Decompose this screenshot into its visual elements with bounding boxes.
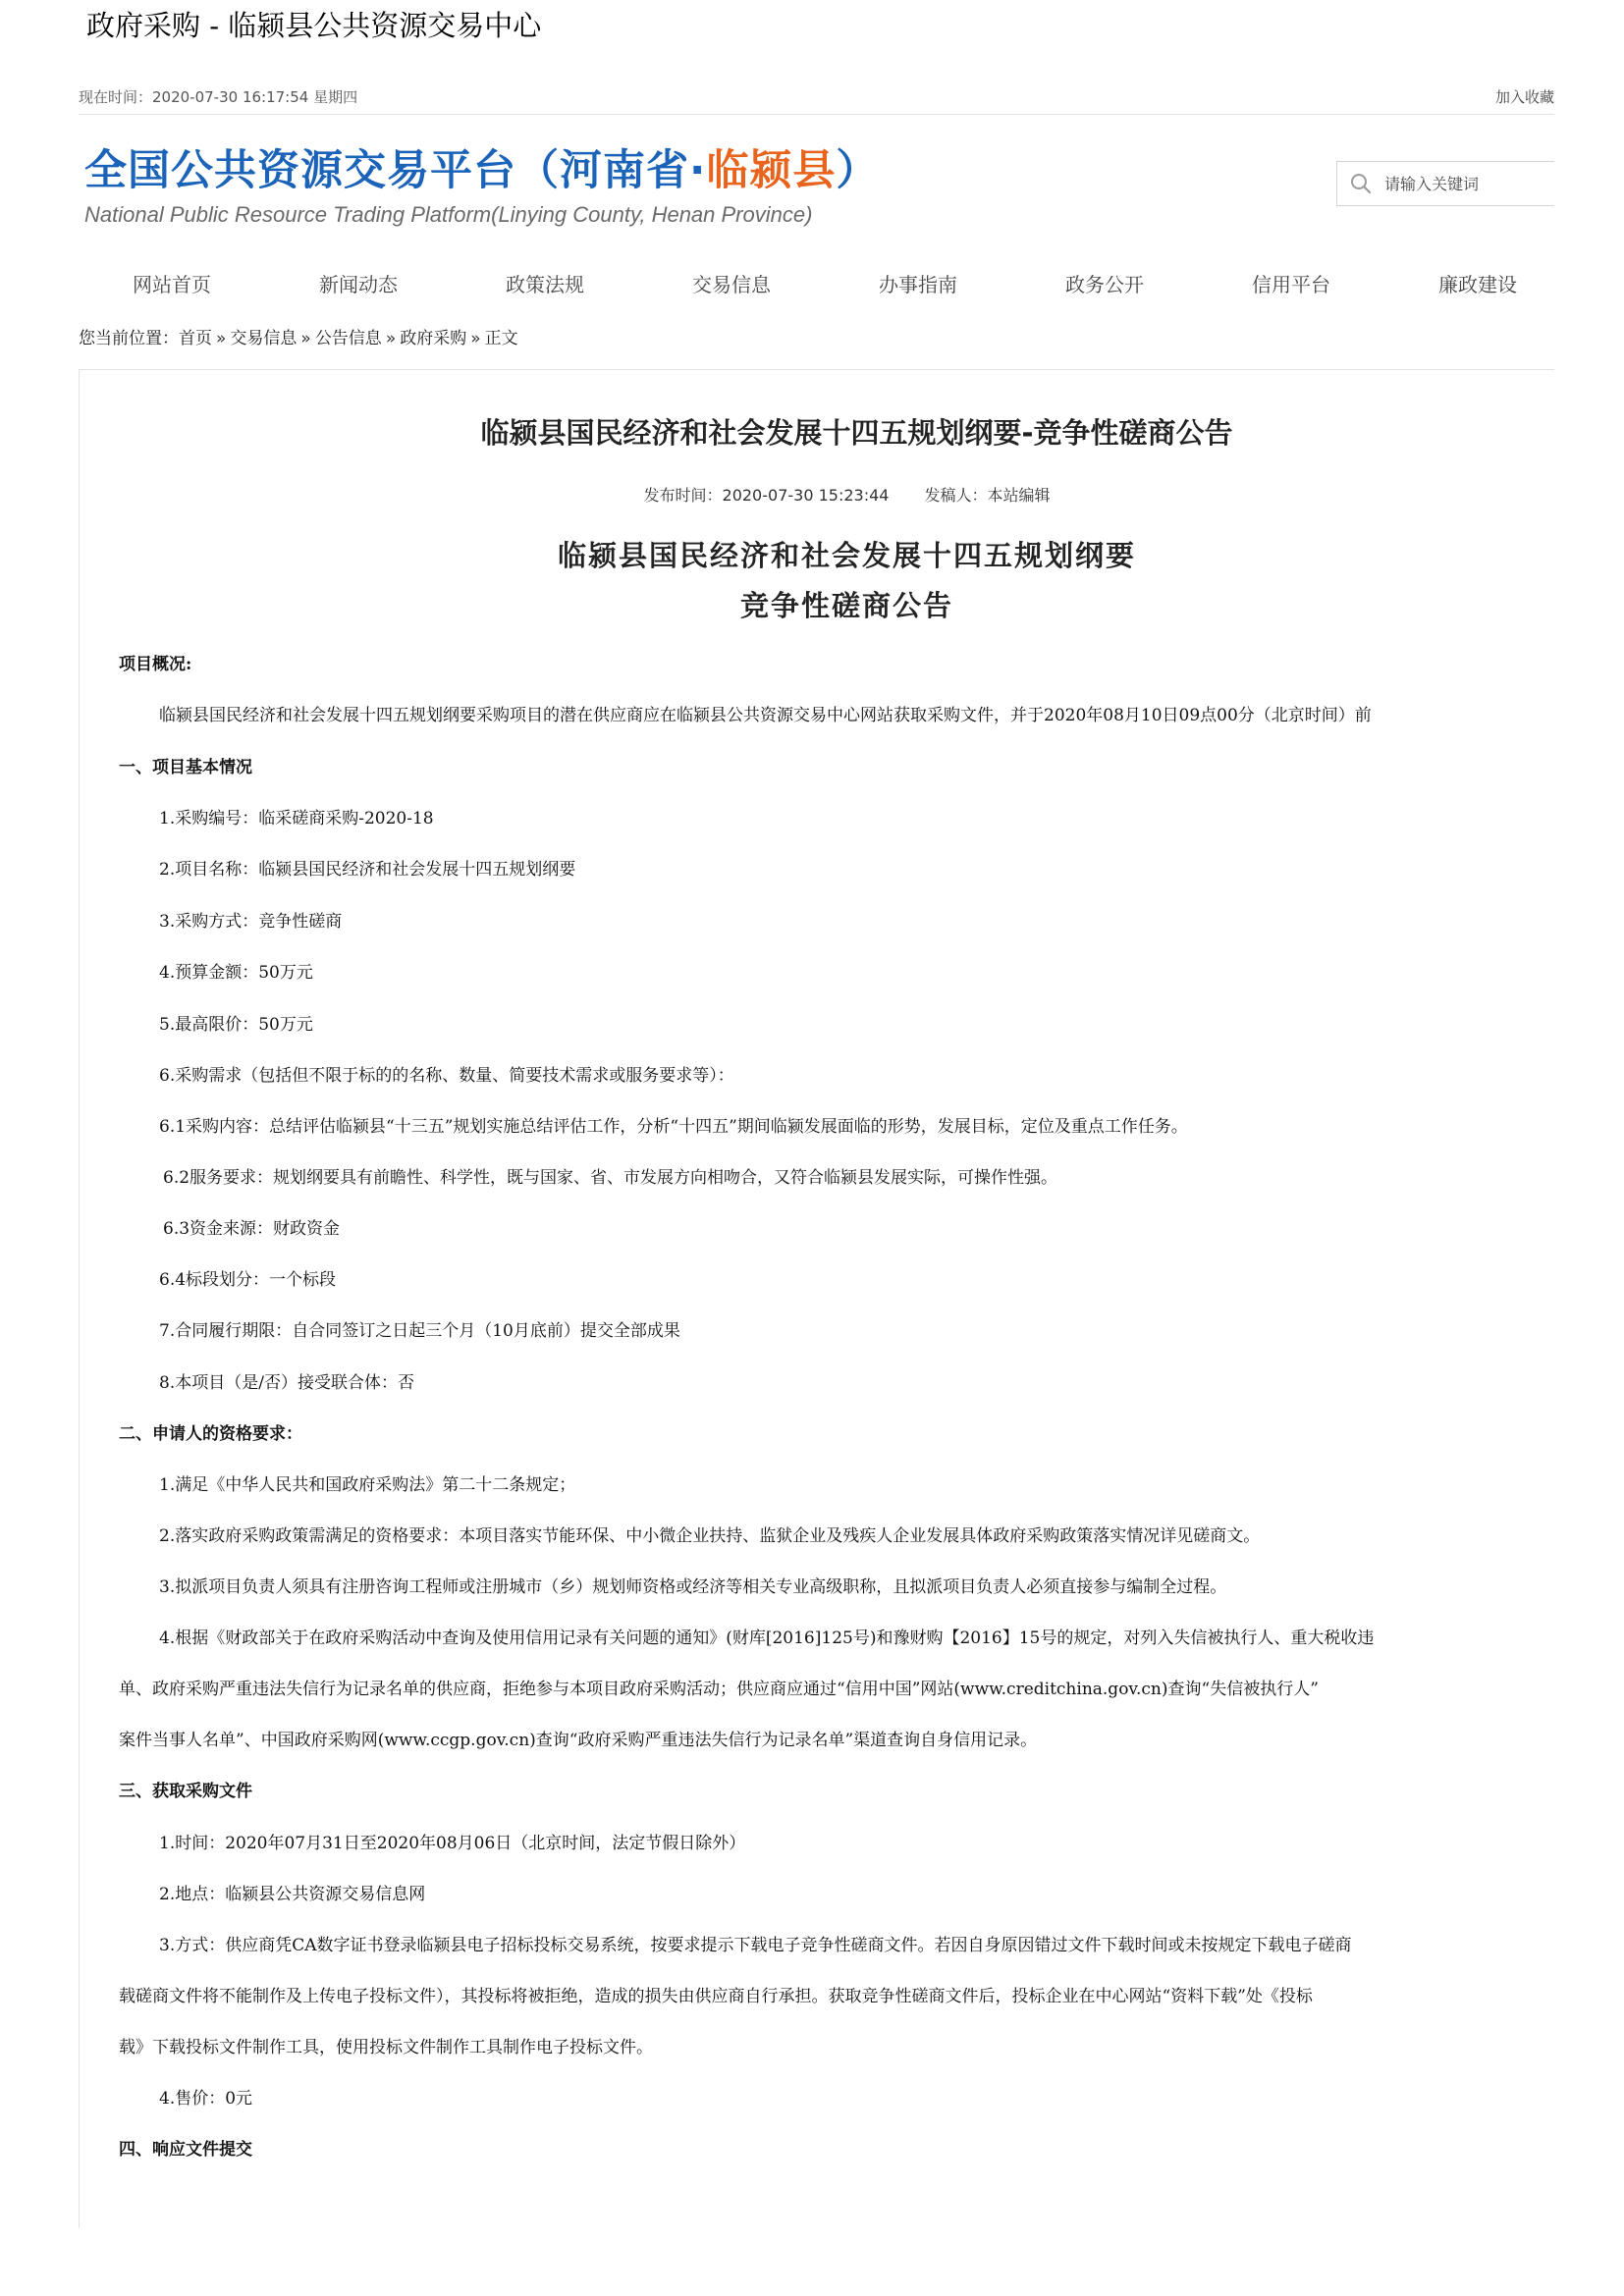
top-bar <box>79 86 1554 114</box>
logo-cn-end: ） <box>836 146 880 195</box>
current-time: 现在时间：2020-07-30 16:17:54 星期四 <box>79 88 358 106</box>
nav-item-integrity[interactable]: 廉政建设 <box>1438 273 1517 296</box>
breadcrumb <box>79 326 518 351</box>
nav-item-trading[interactable]: 交易信息 <box>692 273 771 296</box>
nav-item-news[interactable]: 新闻动态 <box>319 273 398 296</box>
site-logo[interactable] <box>84 143 929 241</box>
article-title: 临颍县国民经济和社会发展十四五规划纲要-竞争性磋商公告 <box>480 416 1233 450</box>
section-heading: 四、响应文件提交 <box>119 2140 252 2160</box>
paragraph-line: 4.售价：0元 <box>159 2089 253 2109</box>
nav-item-credit[interactable]: 信用平台 <box>1252 273 1330 296</box>
logo-cn-accent: 临颍县 <box>706 146 837 195</box>
nav-item-guide[interactable]: 办事指南 <box>879 273 957 296</box>
nav-item-home[interactable]: 网站首页 <box>133 273 211 296</box>
nav-item-policy[interactable]: 政策法规 <box>506 273 584 296</box>
section-heading: 项目概况: <box>119 655 192 674</box>
breadcrumb-item-procurement[interactable]: 政府采购 <box>400 329 467 348</box>
page-frame <box>79 69 1554 2228</box>
publish-time: 发布时间：2020-07-30 15:23:44 <box>643 486 890 505</box>
paragraph-line: 案件当事人名单”、中国政府采购网(www.ccgp.gov.cn)查询“政府采购严重违法失信行为记录名单”渠道查询自身信用记录。 <box>119 1731 1038 1750</box>
logo-chinese-title <box>84 143 929 198</box>
paragraph-line: 6.1采购内容：总结评估临颍县“十三五”规划实施总结评估工作，分析“十四五”期间临颍发展面临的形势，发展目标，定位及重点工作任务。 <box>159 1117 1188 1137</box>
article-container <box>79 369 1554 2228</box>
logo-english-title: National Public Resource Trading Platform(Linying County, Henan Province) <box>84 202 813 227</box>
document-title: 政府采购 - 临颍县公共资源交易中心 <box>86 9 542 42</box>
breadcrumb-item-current: 正文 <box>484 329 518 348</box>
breadcrumb-item-announcements[interactable]: 公告信息 <box>314 329 382 348</box>
breadcrumb-separator: » <box>385 329 397 348</box>
paragraph-line: 5.最高限价：50万元 <box>159 1015 313 1035</box>
search-icon[interactable] <box>1349 172 1373 195</box>
search-box <box>1336 161 1554 206</box>
paragraph-line: 4.预算金额：50万元 <box>159 963 313 983</box>
nav-item-public[interactable]: 政务公开 <box>1065 273 1144 296</box>
breadcrumb-separator: » <box>300 329 311 348</box>
section-heading: 三、获取采购文件 <box>119 1782 252 1801</box>
paragraph-line: 单、政府采购严重违法失信行为记录名单的供应商，拒绝参与本项目政府采购活动；供应商应通过“信用中国”网站(www.creditchina.gov.cn)查询“失信被执行人” <box>119 1680 1319 1699</box>
paragraph-line: 1.满足《中华人民共和国政府采购法》第二十二条规定； <box>159 1475 576 1495</box>
section-heading: 一、项目基本情况 <box>119 758 252 777</box>
breadcrumb-prefix: 您当前位置： <box>79 329 179 348</box>
breadcrumb-item-home[interactable]: 首页 <box>179 329 212 348</box>
breadcrumb-item-trading[interactable]: 交易信息 <box>230 329 298 348</box>
paragraph-line: 1.采购编号：临采磋商采购-2020-18 <box>159 809 434 828</box>
paragraph-line: 2.落实政府采购政策需满足的资格要求：本项目落实节能环保、中小微企业扶持、监狱企业及残疾人企业发展具体政府采购政策落实情况详见磋商文。 <box>159 1526 1261 1546</box>
paragraph-line: 2.项目名称：临颍县国民经济和社会发展十四五规划纲要 <box>159 860 576 880</box>
paragraph-line: 2.地点：临颍县公共资源交易信息网 <box>159 1885 426 1904</box>
paragraph-line: 1.时间：2020年07月31日至2020年08月06日（北京时间，法定节假日除外） <box>159 1834 746 1853</box>
paragraph-line: 3.采购方式：竞争性磋商 <box>159 912 343 932</box>
paragraph-line: 临颍县国民经济和社会发展十四五规划纲要采购项目的潜在供应商应在临颍县公共资源交易中心网站获取采购文件，并于2020年08月10日09点00分（北京时间）前 <box>159 706 1372 725</box>
breadcrumb-separator: » <box>216 329 227 348</box>
paragraph-line: 8.本项目（是/否）接受联合体：否 <box>159 1373 414 1393</box>
logo-cn-main: 全国公共资源交易平台（河南省· <box>84 146 707 195</box>
paragraph-line: 载磋商文件将不能制作及上传电子投标文件），其投标将被拒绝，造成的损失由供应商自行承担。获取竞争性磋商文件后，投标企业在中心网站“资料下载”处《投标 <box>119 1987 1313 2006</box>
paragraph-line: 载》下载投标文件制作工具，使用投标文件制作工具制作电子投标文件。 <box>119 2038 653 2057</box>
paragraph-line: 6.3资金来源：财政资金 <box>163 1219 341 1239</box>
breadcrumb-separator: » <box>470 329 481 348</box>
publisher: 发稿人：本站编辑 <box>924 486 1051 505</box>
section-heading: 二、申请人的资格要求： <box>119 1424 302 1444</box>
paragraph-line: 6.4标段划分：一个标段 <box>159 1270 337 1290</box>
main-nav <box>79 263 1554 306</box>
paragraph-line: 3.方式：供应商凭CA数字证书登录临颍县电子招标投标交易系统，按要求提示下载电子竞争性磋商文件。若因自身原因错过文件下载时间或未按规定下载电子磋商 <box>159 1936 1352 1955</box>
paragraph-line: 6.2服务要求：规划纲要具有前瞻性、科学性，既与国家、省、市发展方向相吻合，又符合临颍县发展实际，可操作性强。 <box>163 1168 1058 1188</box>
paragraph-line: 4.根据《财政部关于在政府采购活动中查询及使用信用记录有关问题的通知》(财库[2016]125号)和豫财购【2016】15号的规定，对列入失信被执行人、重大税收违 <box>159 1629 1375 1648</box>
paragraph-line: 6.采购需求（包括但不限于标的的名称、数量、简要技术需求或服务要求等）： <box>159 1066 734 1086</box>
notice-heading-line1: 临颍县国民经济和社会发展十四五规划纲要 <box>557 539 1136 572</box>
search-input[interactable] <box>1384 172 1551 195</box>
notice-heading-line2: 竞争性磋商公告 <box>739 589 953 622</box>
paragraph-line: 7.合同履行期限：自合同签订之日起三个月（10月底前）提交全部成果 <box>159 1321 680 1341</box>
top-bar-divider <box>79 114 1554 115</box>
paragraph-line: 3.拟派项目负责人须具有注册咨询工程师或注册城市（乡）规划师资格或经济等相关专业高级职称，且拟派项目负责人必须直接参与编制全过程。 <box>159 1577 1227 1597</box>
article-meta <box>80 484 1554 507</box>
add-favorite-link[interactable]: 加入收藏 <box>1494 88 1554 106</box>
